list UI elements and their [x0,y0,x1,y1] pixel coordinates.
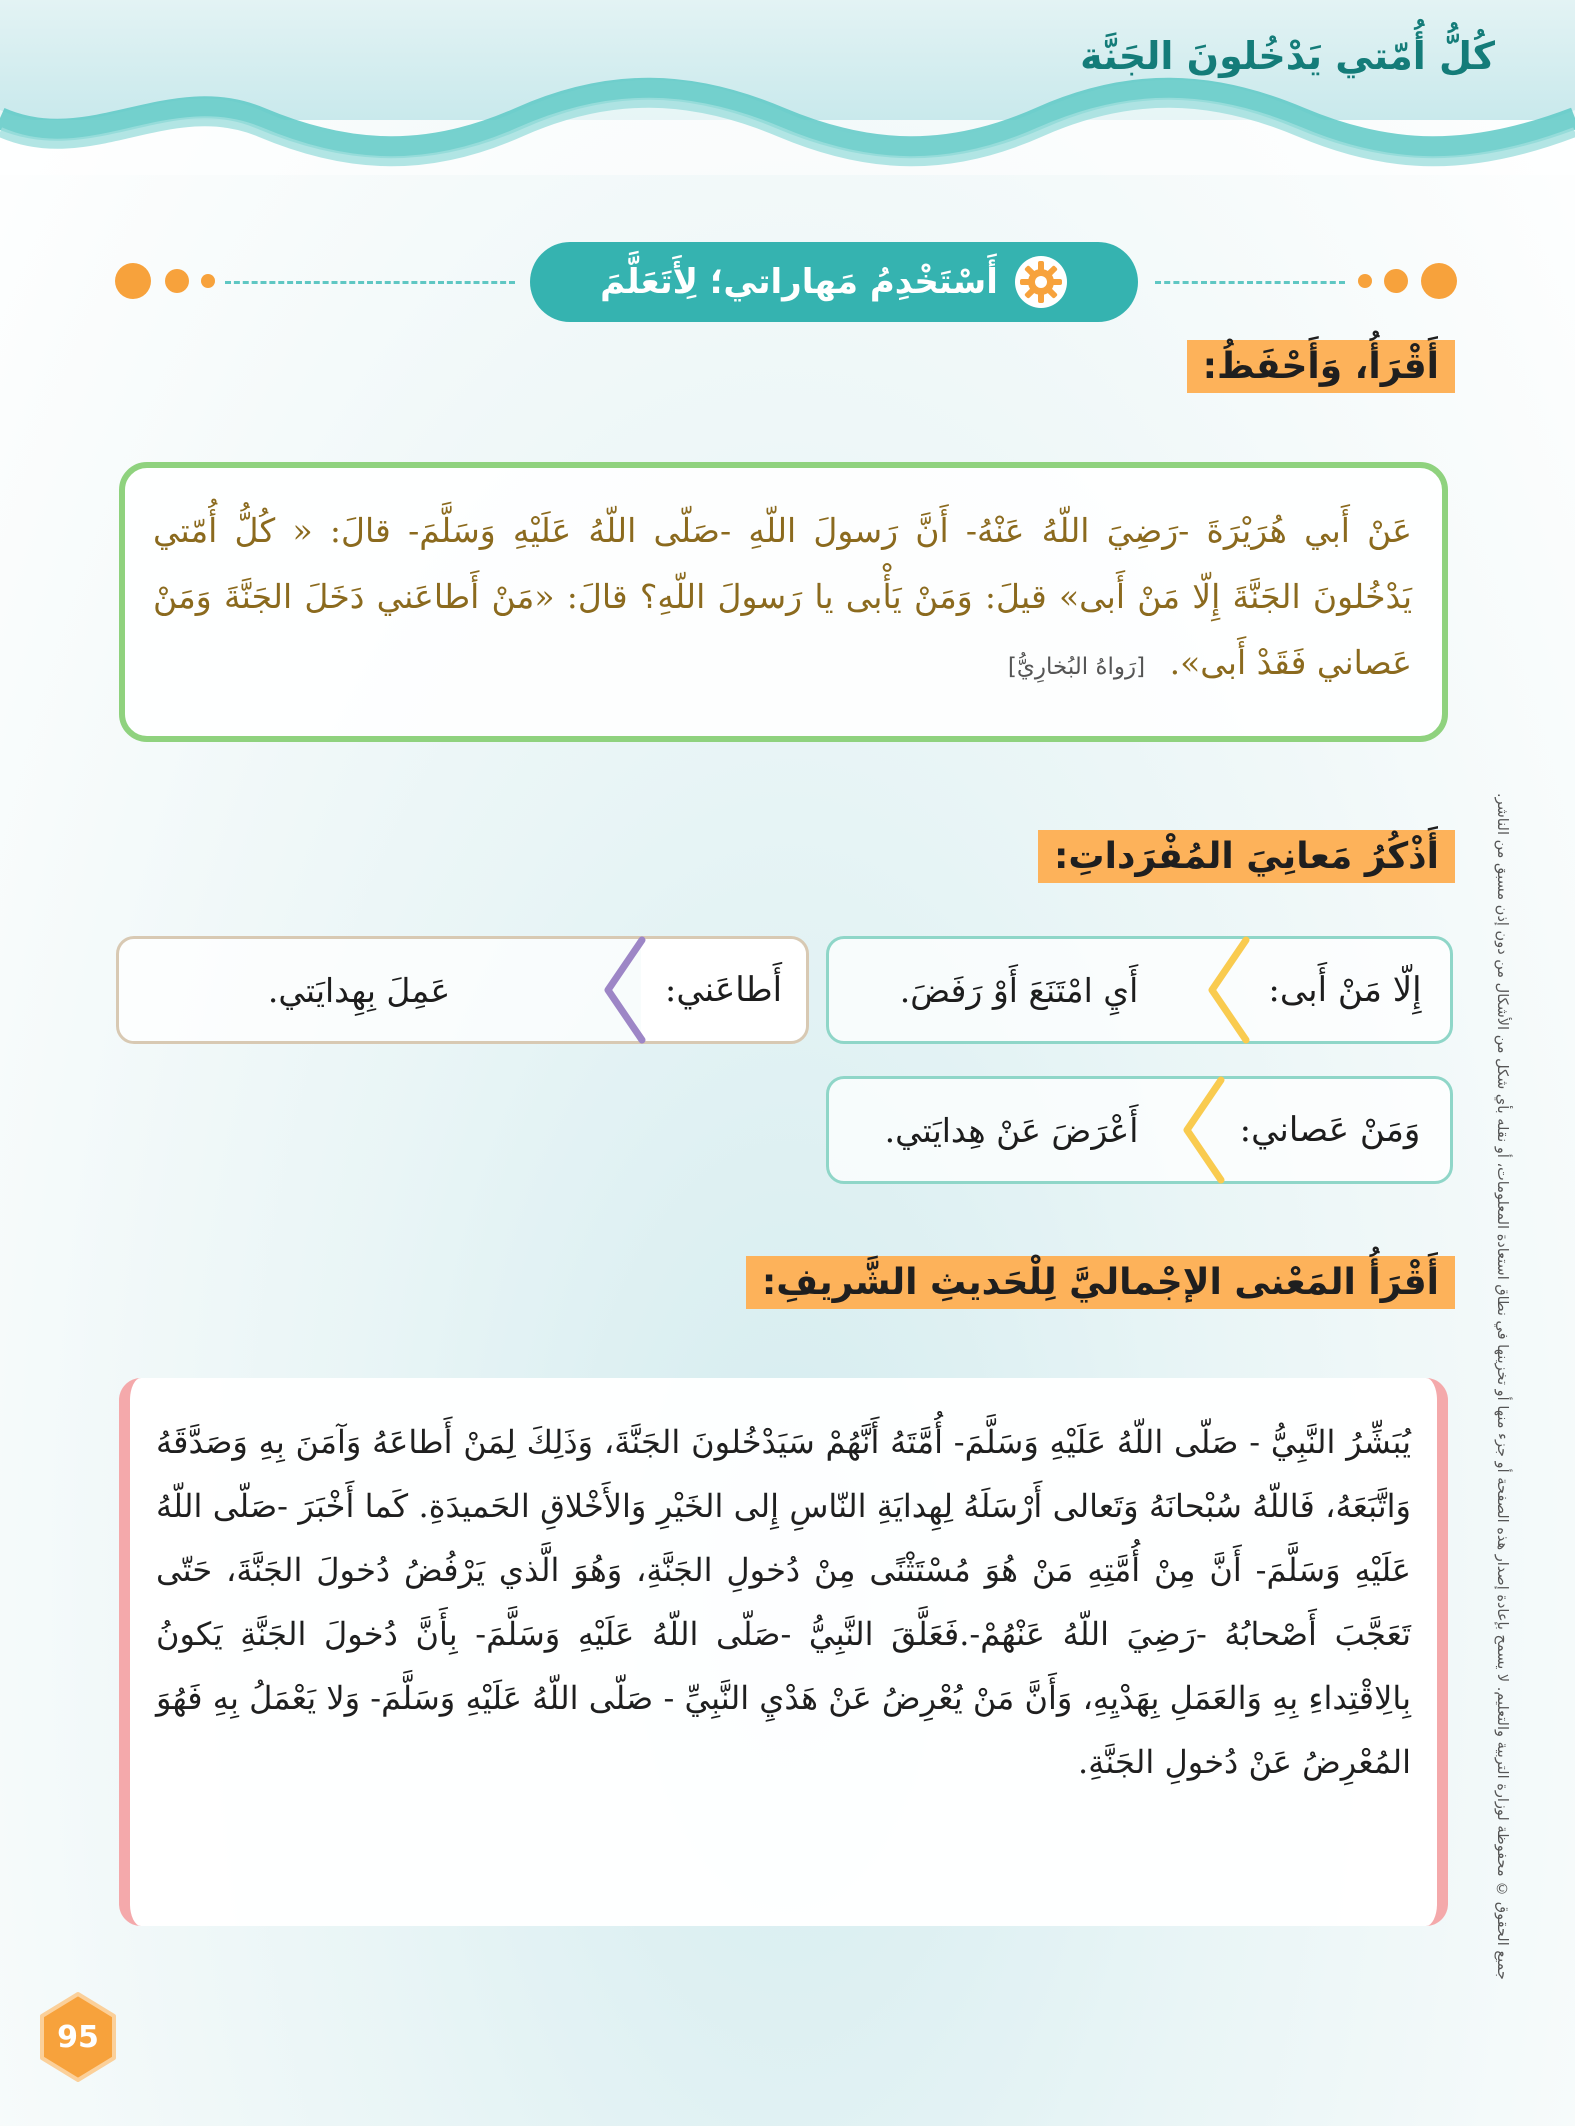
decor-dashed-line [225,281,515,284]
vocab-card [826,936,1453,1044]
decor-dot [165,269,189,293]
chapter-title: كُلُّ أُمّتي يَدْخُلونَ الجَنَّة [1080,34,1495,78]
decor-dashed-line [1155,281,1345,284]
decor-dot [115,263,151,299]
section-heading-overall-meaning: أَقْرَأُ المَعْنى الإجْماليَّ لِلْحَديثِ الشَّريفِ: [746,1256,1455,1309]
skills-banner [530,242,1138,322]
overall-meaning-box [119,1378,1448,1926]
decor-dot [1384,269,1408,293]
overall-meaning-paragraph: كَما أَخْبَرَ -صَلّى اللّهُ عَلَيْهِ وَسَلَّمَ- أَنَّ مِنْ أُمَّتِهِ مَنْ هُوَ مُسْتَثْنًى مِنْ دُخولِ الجَنَّةِ، وَهُوَ الَّذي يَرْفُضُ دُخولَ الجَنَّةَ، حَتّى تَعَجَّبَ أَصْحابُهُ -رَضِيَ اللّهُ عَنْهُمْ-.فَعَلَّقَ النَّبِيُّ -صَلّى اللّهُ عَلَيْهِ وَسَلَّمَ- بِأَنَّ دُخولَ الجَنَّةِ يَكونُ بِالِاقْتِداءِ بِهِ وَالعَمَلِ بِهَدْيِهِ، وَأَنَّ مَنْ يُعْرِضُ عَنْ هَدْيِ النَّبِيِّ - صَلّى اللّهُ عَلَيْهِ وَسَلَّمَ- وَلا يَعْمَلُ بِهِ فَهُوَ المُعْرِضُ عَنْ دُخولِ الجَنَّةِ. [156,1487,1411,1781]
vocab-card [116,936,809,1044]
section-heading-read-memorize: أَقْرَأُ، وَأَحْفَظُ: [1187,340,1455,393]
skills-banner-row [115,230,1460,336]
page-number-text: 95 [57,2019,99,2055]
hadith-box [119,462,1448,742]
vocab-term: إِلّا مَنْ أَبى: [1268,970,1422,1010]
vocab-term: وَمَنْ عَصاني: [1239,1110,1421,1150]
page-number [30,1990,126,2084]
vocab-meaning: عَمِلَ بِهِدايَتي. [267,970,451,1010]
vocab-term: أَطاعَني: [641,939,806,1041]
chevron-left-icon [1200,936,1260,1044]
copyright-note: جميع الحقوق © محفوظة لوزارة التربية والتعليم. لا يسمح بإعادة إصدار هذه الصفحة أو جزء منها أو تخزينها في نطاق استعادة المعلومات، أو نقله بأي شكل من الأشكال من دون إذن مسبق من الناشر. [1494,793,1510,1980]
chevron-left-icon [596,936,656,1044]
hadith-text: عَنْ أَبي هُرَيْرَةَ -رَضِيَ اللّهُ عَنْهُ- أَنَّ رَسولَ اللّهِ -صَلّى اللّهُ عَلَيْهِ وَسَلَّمَ- قالَ: « كُلُّ أُمّتي يَدْخُلونَ الجَنَّةَ إِلّا مَنْ أَبى» قيلَ: وَمَنْ يَأْبى يا رَسولَ اللّهِ؟ قالَ: «مَنْ أَطاعَني دَخَلَ الجَنَّةَ وَمَنْ عَصاني فَقَدْ أَبى». [153,511,1412,682]
header-wave [0,0,1575,175]
hadith-source: [رَواهُ البُخارِيُّ] [1007,654,1146,680]
section-heading-vocabulary: أَذْكُرُ مَعانِيَ المُفْرَداتِ: [1038,830,1455,883]
decor-dot [1358,274,1372,288]
skills-banner-label: أَسْتَخْدِمُ مَهاراتي؛ لِأَتَعَلَّمَ [600,262,998,302]
header-band [0,0,1575,175]
decor-dot [1421,263,1457,299]
gear-icon [1014,255,1068,309]
vocab-card [826,1076,1453,1184]
decor-dot [201,274,215,288]
vocab-meaning: أَيِ امْتَنَعَ أَوْ رَفَضَ. [899,970,1139,1010]
vocab-meaning: أَعْرَضَ عَنْ هِدايَتي. [884,1110,1139,1150]
overall-meaning-paragraph: يُبَشِّرُ النَّبِيُّ - صَلّى اللّهُ عَلَيْهِ وَسَلَّمَ- أُمَّتَهُ أَنَّهُمْ سَيَدْخُلونَ الجَنَّةَ، وَذَلِكَ لِمَنْ أَطاعَهُ وَآمَنَ بِهِ وَصَدَّقَهُ وَاتَّبَعَهُ، فَاللّهُ سُبْحانَهُ وَتَعالى أَرْسَلَهُ لِهِدايَةِ النّاسِ إِلى الخَيْرِ وَالأَخْلاقِ الحَميدَةِ. [156,1423,1412,1525]
